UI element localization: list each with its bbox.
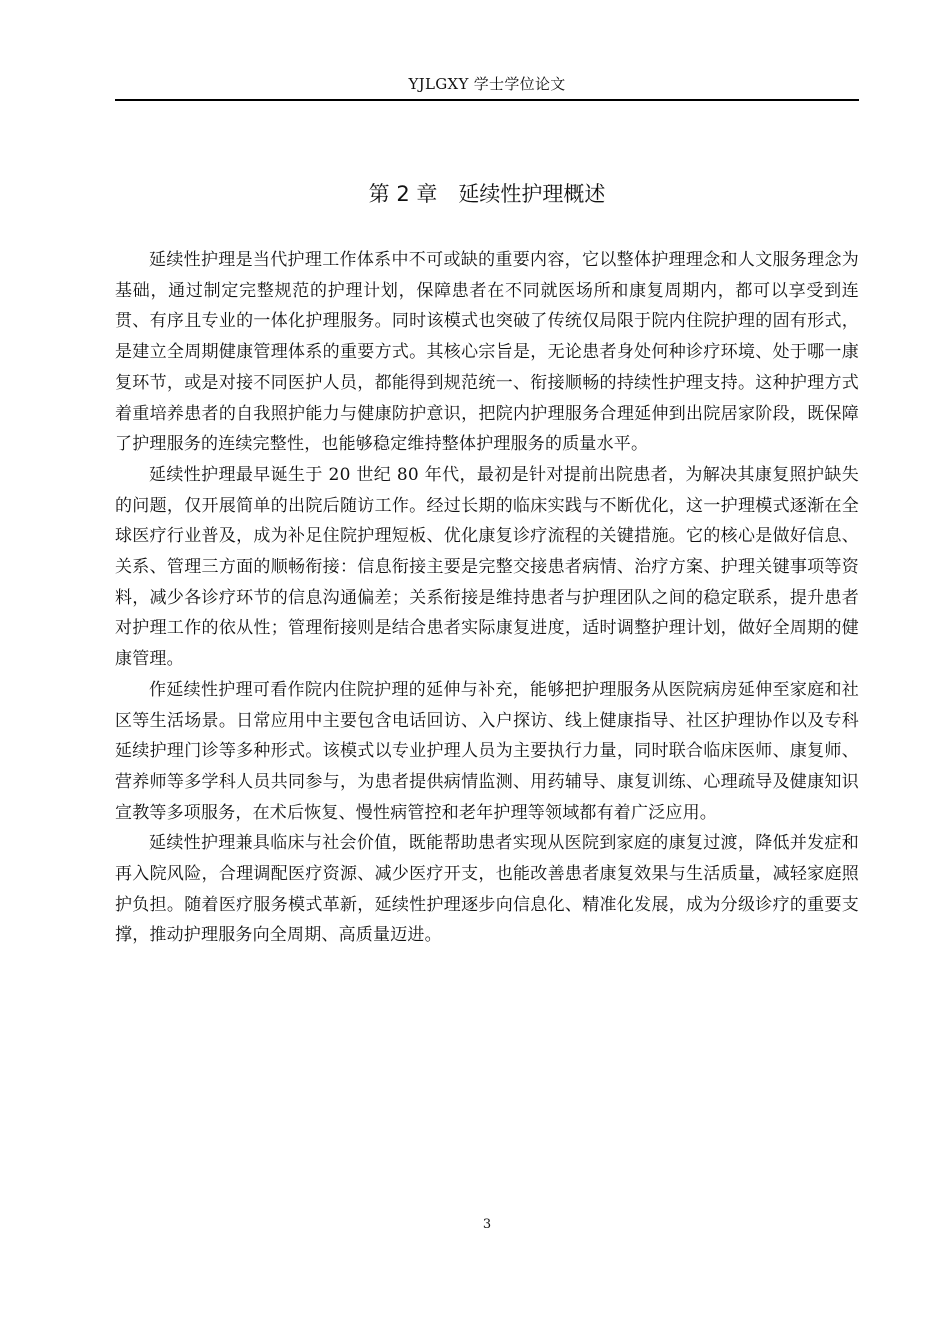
body-text bbox=[115, 245, 859, 951]
paragraph-4: 延续性护理兼具临床与社会价值，既能帮助患者实现从医院到家庭的康复过渡，降低并发症和再入院风险，合理调配医疗资源、减少医疗开支，也能改善患者康复效果与生活质量，减轻家庭照护负担。随着医疗服务模式革新，延续性护理逐步向信息化、精准化发展，成为分级诊疗的重要支撑，推动护理服务向全周期、高质量迈进。 bbox=[115, 833, 859, 946]
paragraph-1: 延续性护理是当代护理工作体系中不可或缺的重要内容，它以整体护理理念和人文服务理念为基础，通过制定完整规范的护理计划，保障患者在不同就医场所和康复周期内，都可以享受到连贯、有序且专业的一体化护理服务。同时该模式也突破了传统仅局限于院内住院护理的固有形式，是建立全周期健康管理体系的重要方式。其核心宗旨是，无论患者身处何种诊疗环境、处于哪一康复环节，或是对接不同医护人员，都能得到规范统一、衔接顺畅的持续性护理支持。这种护理方式着重培养患者的自我照护能力与健康防护意识，把院内护理服务合理延伸到出院居家阶段，既保障了护理服务的连续完整性，也能够稳定维持整体护理服务的质量水平。 bbox=[115, 250, 859, 455]
paragraph-3: 作延续性护理可看作院内住院护理的延伸与补充，能够把护理服务从医院病房延伸至家庭和社区等生活场景。日常应用中主要包含电话回访、入户探访、线上健康指导、社区护理协作以及专科延续护理门诊等多种形式。该模式以专业护理人员为主要执行力量，同时联合临床医师、康复师、营养师等多学科人员共同参与，为患者提供病情监测、用药辅导、康复训练、心理疏导及健康知识宣教等多项服务，在术后恢复、慢性病管控和老年护理等领域都有着广泛应用。 bbox=[115, 679, 859, 823]
paragraph-2: 延续性护理最早诞生于 20 世纪 80 年代，最初是针对提前出院患者，为解决其康复照护缺失的问题，仅开展简单的出院后随访工作。经过长期的临床实践与不断优化，这一护理模式逐渐在全球医疗行业普及，成为补足住院护理短板、优化康复诊疗流程的关键措施。它的核心是做好信息、关系、管理三方面的顺畅衔接：信息衔接主要是完整交接患者病情、治疗方案、护理关键事项等资料，减少各诊疗环节的信息沟通偏差；关系衔接是维持患者与护理团队之间的稳定联系，提升患者对护理工作的依从性；管理衔接则是结合患者实际康复进度，适时调整护理计划，做好全周期的健康管理。 bbox=[115, 464, 859, 670]
running-header: YJLGXY 学士学位论文 bbox=[408, 75, 566, 93]
chapter-title: 第 2 章 延续性护理概述 bbox=[368, 182, 606, 206]
page-number: 3 bbox=[482, 1217, 492, 1232]
header-rule bbox=[115, 99, 859, 101]
